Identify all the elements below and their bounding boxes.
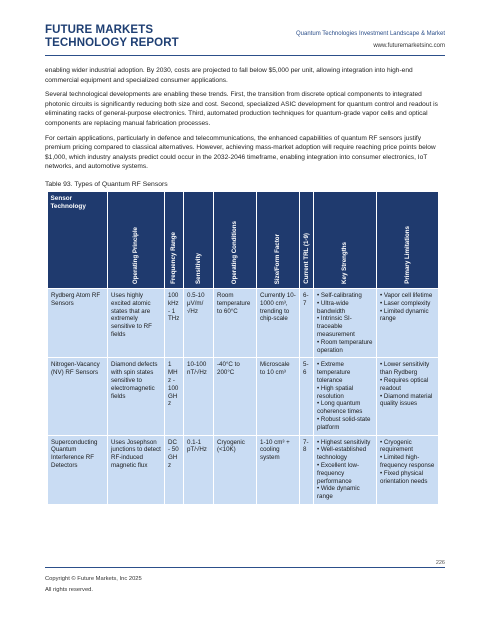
cell-frequency: DC - 50 GHz [165, 435, 184, 504]
list-item: • Laser complexity [380, 299, 431, 307]
cell-conditions: Room temperature to 60°C [214, 289, 257, 358]
cell-conditions: -40°C to 200°C [214, 358, 257, 435]
rights-text: All rights reserved. [45, 587, 94, 593]
copyright-text: Copyright © Future Markets, Inc 2025 [45, 576, 142, 582]
list-item: • Long quantum coherence times [317, 400, 363, 416]
cell-trl: 5-6 [300, 358, 314, 435]
table-header-row [48, 192, 439, 289]
list-item: • Limited high-frequency response [380, 454, 435, 469]
list-item: • Fixed physical orientation needs [380, 469, 428, 485]
cell-sensor: Superconducting Quantum Interference RF Detectors [48, 435, 108, 504]
list-item: • Excellent low-frequency performance [317, 461, 360, 485]
header-divider [45, 55, 445, 56]
col-header: Key Strengths [341, 242, 349, 284]
paragraph: enabling wider industrial adoption. By 2030, costs are projected to fall below $5,000 per unit, allowing integration into high-end commercial equipment and specialized consumer applications. [45, 67, 413, 84]
cell-strengths [314, 289, 377, 358]
list-item: • Wide dynamic range [317, 485, 360, 501]
list-item: • Extreme temperature tolerance [317, 361, 351, 384]
col-header: Sensor Technology [48, 192, 108, 289]
list-item: • Diamond material quality issues [380, 392, 433, 408]
paragraph: For certain applications, particularly in defence and telecommunications, the enhanced capabilities of quantum RF sensors justify premium pricing compared to classical alternatives. However, achieving mass-market adoption will require reaching price points below $1,000, which industry analysts predict could occur in the 2032-2046 timeframe, enabling integration into consumer electronics, IoT networks, and automotive systems. [45, 134, 436, 171]
brand-name: FUTURE MARKETS [45, 24, 154, 36]
cell-size: 1-10 cm³ + cooling system [257, 435, 300, 504]
cell-principle: Uses highly excited atomic states that are extremely sensitive to RF fields [108, 289, 165, 358]
list-item: • Lower sensitivity than Rydberg [380, 361, 430, 377]
col-header: Primary Limitations [403, 226, 411, 284]
body-text [45, 66, 445, 177]
cell-limitations [377, 289, 439, 358]
cell-conditions: Cryogenic (<10K) [214, 435, 257, 504]
list-item: • Cryogenic requirement [380, 438, 414, 454]
list-item: • Ultra-wide bandwidth [317, 299, 349, 315]
list-item: • Requires optical readout [380, 376, 429, 392]
cell-limitations [377, 358, 439, 435]
table-row [48, 435, 439, 504]
col-header: Size/Form Factor [274, 233, 282, 284]
footer-divider [45, 567, 445, 568]
paragraph: Several technological developments are enabling these trends. First, the transition from discrete optical components to integrated photonic circuits is significantly reducing both size and cost. Second, specialized ASIC development for quantum control and readout is eliminating racks of general-purpose electronics. Third, automated production techniques for quantum-grade vapor cells and optical components are replacing manual fabrication processes. [45, 91, 438, 127]
cell-trl: 6-7 [300, 289, 314, 358]
cell-size: Currently 10-1000 cm³, trending to chip-scale [257, 289, 300, 358]
table-caption: Table 93. Types of Quantum RF Sensors [45, 181, 168, 188]
col-header: Current TRL (1-9) [302, 233, 310, 284]
table-row [48, 289, 439, 358]
list-item: • Well-established technology [317, 446, 367, 462]
col-header: Operating Principle [132, 226, 140, 284]
website-url: www.futuremarketsinc.com [373, 43, 445, 49]
cell-trl: 7-8 [300, 435, 314, 504]
list-item: • Vapor cell lifetime [380, 292, 433, 299]
report-title: Quantum Technologies Investment Landscape & Market [296, 31, 445, 37]
list-item: • Limited dynamic range [380, 307, 429, 323]
page-number: 226 [435, 560, 445, 566]
copyright-block [45, 574, 142, 596]
cell-principle: Uses Josephson junctions to detect RF-induced magnetic flux [108, 435, 165, 504]
cell-limitations [377, 435, 439, 504]
cell-strengths [314, 435, 377, 504]
col-header: Frequency Range [170, 232, 178, 284]
list-item: • Intrinsic SI-traceable measurement [317, 315, 355, 338]
cell-sensitivity: 0.1-1 pT/√Hz [184, 435, 214, 504]
col-header: Sensitivity [194, 253, 202, 284]
list-item: • Room temperature operation [317, 338, 373, 354]
header-right [296, 28, 445, 52]
cell-frequency: 100 kHz - 1 THz [165, 289, 184, 358]
brand-subtitle: TECHNOLOGY REPORT [45, 37, 179, 49]
cell-sensitivity: 0.5-10 μV/m/√Hz [184, 289, 214, 358]
list-item: • Self-calibrating [317, 292, 362, 299]
cell-frequency: 1 MHz - 100 GHz [165, 358, 184, 435]
cell-sensitivity: 10-100 nT/√Hz [184, 358, 214, 435]
cell-sensor: Nitrogen-Vacancy (NV) RF Sensors [48, 358, 108, 435]
list-item: • Robust solid-state platform [317, 415, 371, 431]
list-item: • Highest sensitivity [317, 438, 371, 446]
cell-sensor: Rydberg Atom RF Sensors [48, 289, 108, 358]
cell-principle: Diamond defects with spin states sensitive to electromagnetic fields [108, 358, 165, 435]
cell-size: Microscale to 10 cm³ [257, 358, 300, 435]
sensor-table [47, 192, 439, 505]
table-row [48, 358, 439, 435]
page-header [45, 24, 445, 54]
col-header: Operating Conditions [231, 220, 239, 284]
list-item: • High spatial resolution [317, 384, 354, 400]
cell-strengths [314, 358, 377, 435]
